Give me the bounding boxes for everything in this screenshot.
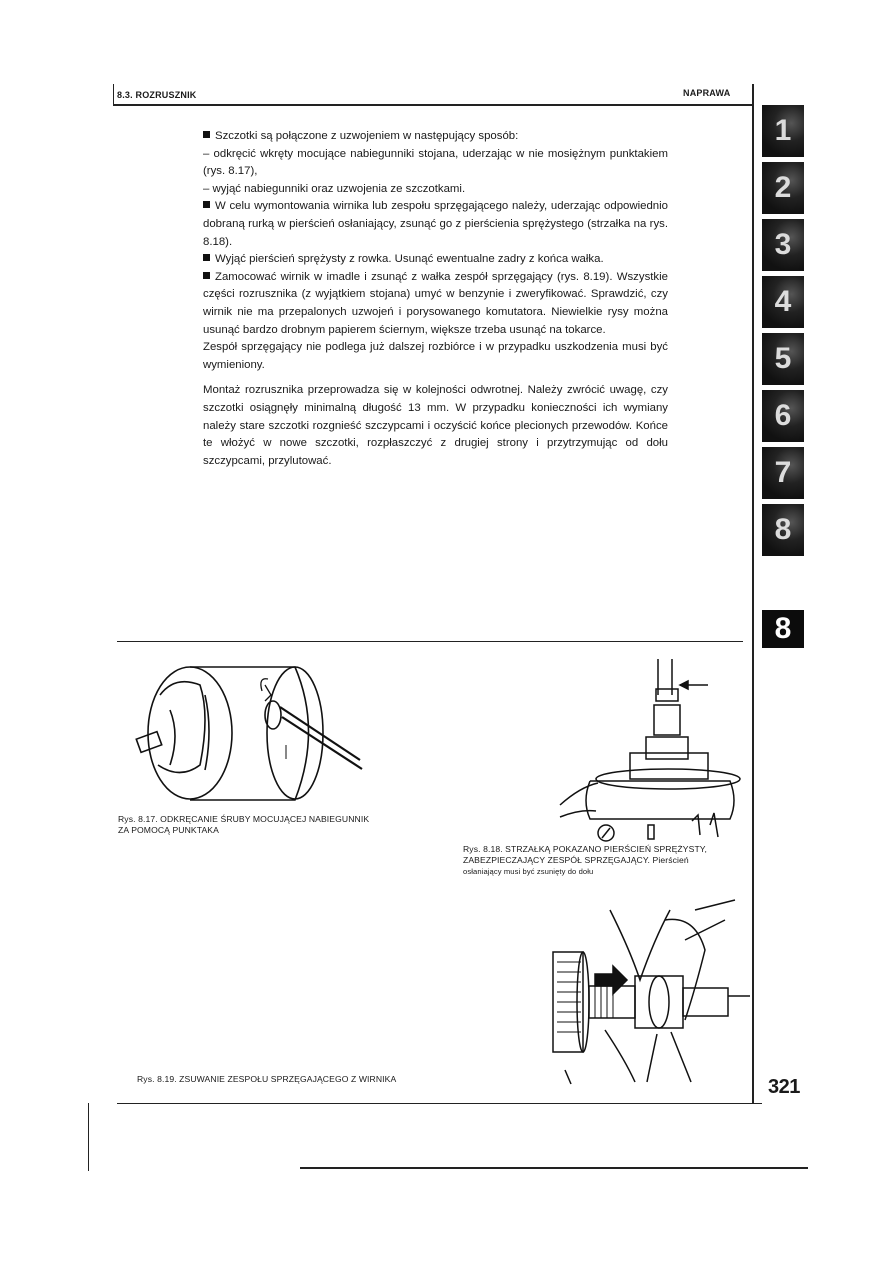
paragraph-3: – wyjąć nabiegunniki oraz uzwojenia ze szczotkami. [203,182,466,195]
bottom-left-mark [88,1103,89,1171]
page-number: 321 [768,1076,800,1098]
paragraph-2: – odkręcić wkręty mocujące nabiegunniki stojana, uderzając w nie mosiężnym punktakiem (rys. 8.17), [203,147,668,178]
chapter-tab-5[interactable]: 5 [762,333,804,385]
chapter-tab-8[interactable]: 8 [762,504,804,556]
paragraph-8: Montaż rozrusznika przeprowadza się w kolejności odwrotnej. Należy zwrócić uwagę, czy szczotki osiągnęły minimalną długość 13 mm. W przypadku konieczności ich wymiany należy stare szczotki rozgnieść szczypcami i oczyścić końce plecionych przewodów. Końce te włożyć w nowe szczotki, rozpłaszczyć z drugiej strony i przytrzymując od dołu szczypcami, przylutować. [203,384,668,467]
paragraph-1: Szczotki są połączone z uzwojeniem w następujący sposób: [203,128,668,146]
chapter-tab-7[interactable]: 7 [762,447,804,499]
section-title: 8.3. ROZRUSZNIK [117,90,197,100]
footer-rule [117,1103,762,1104]
bullet-square-icon [203,131,210,138]
paragraph-4: W celu wymontowania wirnika lub zespołu sprzęgającego należy, uderzając odpowiednio dobraną rurką w pierścień osłaniający, zsunąć go z pierścienia sprężystego (strzałka na rys. 8.18). [203,200,668,248]
paragraph-7: Zespół sprzęgający nie podlega już dalszej rozbiórce i w przypadku uszkodzenia musi być wymieniony. [203,341,668,371]
fig-8-17-illustration [130,655,390,805]
paragraph-6: Zamocować wirnik w imadle i zsunąć z wałka zespół sprzęgający (rys. 8.19). Wszystkie części rozrusznika (z wyjątkiem stojana) umyć w benzynie i zweryfikować. Sprawdzić, czy wirnik nie ma przepalonych uzwojeń i porysowanego komutatora. Niewielkie rysy można usunąć bardzo drobnym papierem ściernym, większe trzeba usunąć na tokarce. [203,270,668,336]
fig-8-18-caption: Rys. 8.18. STRZAŁKĄ POKAZANO PIERŚCIEŃ SPRĘŻYSTY, ZABEZPIECZAJĄCY ZESPÓŁ SPRZĘGAJĄCY. Pierścień osłaniający musi być zsunięty do dołu [463,844,708,876]
chapter-tab-1[interactable]: 1 [762,105,804,157]
body-text [203,128,668,470]
footer-rule-lower [300,1167,808,1169]
bullet-square-icon [203,254,210,261]
paragraph-5: Wyjąć pierścień sprężysty z rowka. Usunąć ewentualne zadry z końca wałka. [203,251,668,269]
fig-8-17-caption: Rys. 8.17. ODKRĘCANIE ŚRUBY MOCUJĄCEJ NABIEGUNNIK ZA POMOCĄ PUNKTAKA [118,814,370,835]
category-label: NAPRAWA [683,88,731,98]
bullet-square-icon [203,201,210,208]
chapter-tab-4[interactable]: 4 [762,276,804,328]
chapter-tab-3[interactable]: 3 [762,219,804,271]
bullet-square-icon [203,272,210,279]
left-margin-mark [113,84,114,104]
header-rule [113,104,753,106]
chapter-tab-2[interactable]: 2 [762,162,804,214]
chapter-tab-6[interactable]: 6 [762,390,804,442]
fig-8-19-illustration [545,900,755,1085]
fig-8-19-caption: Rys. 8.19. ZSUWANIE ZESPOŁU SPRZĘGAJĄCEGO Z WIRNIKA [137,1074,397,1084]
active-chapter-tab[interactable]: 8 [762,610,804,648]
fig-8-18-illustration [560,655,750,840]
figure-separator [117,641,743,642]
